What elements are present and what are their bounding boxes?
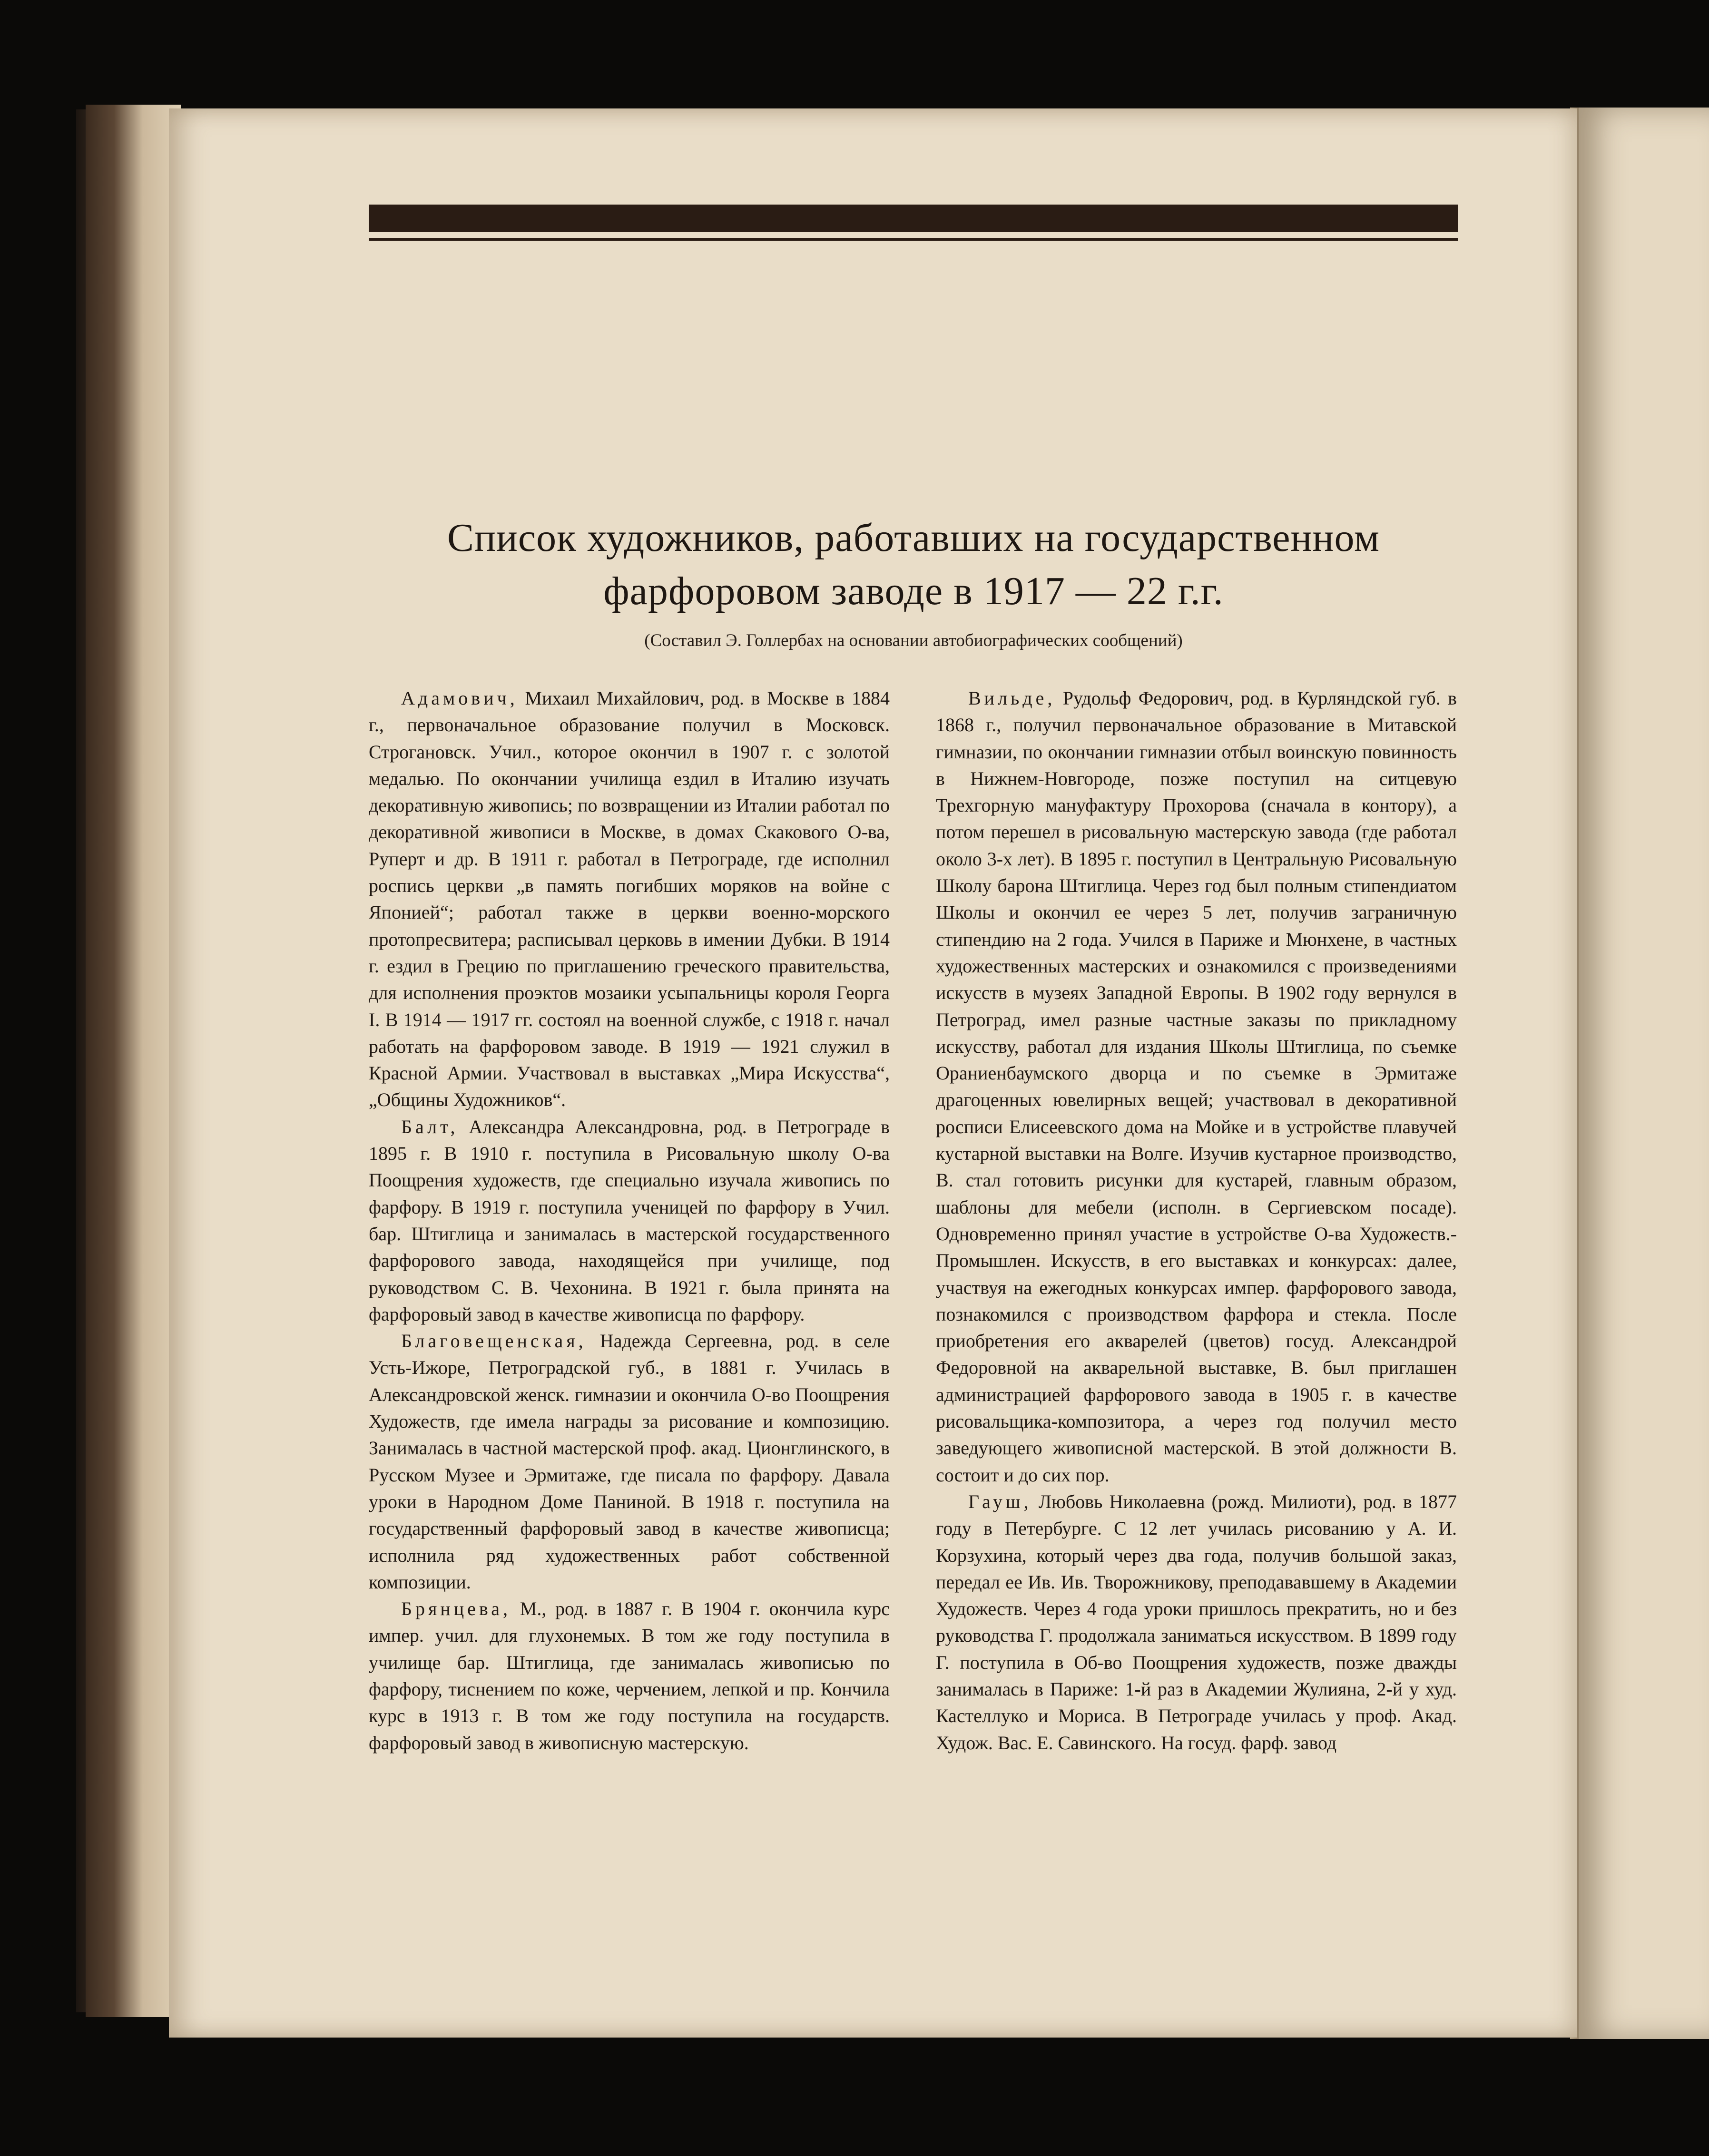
right-column bbox=[936, 685, 1457, 1756]
artist-name: Брянцева, bbox=[401, 1598, 511, 1620]
entry-text: Надежда Сергеевна, род. в селе Усть-Ижоре, Петроградской губ., в 1881 г. Училась в Александровской женск. гимназии и окончила О-во Поощрения Художеств, где имела награды за рисование и композицию. Занималась в частной мастерской проф. акад. Ционглинского, в Русском Музее и Эрмитаже, где писала по фарфору. Давала уроки в Народном Доме Паниной. В 1918 г. поступила на государственный фарфоровый завод в качестве живописца; исполнила ряд художественных работ собственной композиции. bbox=[369, 1330, 890, 1593]
artist-name: Балт, bbox=[401, 1116, 459, 1137]
entry-text: Михаил Михайлович, род. в Москве в 1884 г., первоначальное образование получил в Московск. Строгановск. Учил., которое окончил в 1907 г. с золотой медалью. По окончании училища ездил в Италию изучать декоративную живопись; по возвращении из Италии работал по декоративной живописи в Москве, в домах Скакового О-ва, Руперт и др. В 1911 г. работал в Петрограде, где исполнил роспись церкви „в память погибших моряков на войне с Японией“; работал также в церкви военно-морского протопресвитера; расписывал церковь в имении Дубки. В 1914 г. ездил в Грецию по приглашению греческого правительства, для исполнения проэктов мозаики усыпальницы короля Георга I. В 1914 — 1917 гг. состоял на военной службе, с 1918 г. начал работать на фарфоровом заводе. В 1919 — 1921 служил в Красной Армии. Участвовал в выставках „Мира Искусства“, „Общины Художников“. bbox=[369, 687, 890, 1111]
left-column bbox=[369, 685, 890, 1756]
header-rule bbox=[369, 238, 1458, 241]
facing-page bbox=[1579, 108, 1709, 2039]
entry-paragraph bbox=[936, 1489, 1457, 1756]
artist-name: Благовещенская, bbox=[401, 1330, 587, 1352]
entry-paragraph bbox=[936, 685, 1457, 1489]
entry-paragraph bbox=[369, 685, 890, 1114]
header-ornament-bar bbox=[369, 205, 1458, 232]
entry-text: Александра Александровна, род. в Петрограде в 1895 г. В 1910 г. поступила в Рисовальную школу О-ва Поощрения художеств, где специально изучала живопись по фарфору. В 1919 г. поступила ученицей по фарфору в Учил. бар. Штиглица и занималась в мастерской государственного фарфорового завода, находящейся при училище, под руководством С. В. Чехонина. В 1921 г. была принята на фарфоровый завод в качестве живописца по фарфору. bbox=[369, 1116, 890, 1325]
entry-paragraph bbox=[369, 1328, 890, 1596]
article-title bbox=[371, 511, 1456, 618]
page-stack-edge bbox=[86, 105, 181, 2017]
article-subtitle: (Составил Э. Голлербах на основании автобиографических сообщений) bbox=[644, 631, 1183, 650]
entry-text: Любовь Николаевна (рожд. Милиоти), род. в 1877 году в Петербурге. С 12 лет училась рисованию у А. И. Корзухина, который через два года, получив большой заказ, передал ее Ив. Ив. Творожникову, преподававшему в Академии Художеств. Через 4 года уроки пришлось прекратить, но и без руководства Г. продолжала заниматься искусством. В 1899 году Г. поступила в Об-во Поощрения художеств, позже дважды занималась в Париже: 1-й раз в Академии Жулияна, 2-й у худ. Кастеллуко и Мориса. В Петрограде училась у проф. Акад. Худож. Вас. Е. Савинского. На госуд. фарф. завод bbox=[936, 1490, 1457, 1754]
title-line-1: Список художников, работавших на государственном bbox=[447, 516, 1380, 560]
entry-text: М., род. в 1887 г. В 1904 г. окончила курс импер. учил. для глухонемых. В том же году поступила в училище бар. Штиглица, где занималась живописью по фарфору, тиснением по коже, черчением, лепкой и пр. Кончила курс в 1913 г. В том же году поступила на государств. фарфоровый завод в живописную мастерскую. bbox=[369, 1598, 890, 1754]
entry-paragraph bbox=[369, 1596, 890, 1756]
title-line-2: фарфоровом заводе в 1917 — 22 г.г. bbox=[603, 569, 1224, 613]
entry-paragraph bbox=[369, 1114, 890, 1328]
entry-text: Рудольф Федорович, род. в Курляндской губ. в 1868 г., получил первоначальное образование в Митавской гимназии, по окончании гимназии отбыл воинскую повинность в Нижнем-Новгороде, позже поступил на ситцевую Трехгорную мануфактуру Прохорова (сначала в контору), а потом перешел в рисовальную мастерскую завода (где работал около 3-х лет). В 1895 г. поступил в Центральную Рисовальную Школу барона Штиглица. Через год был полным стипендиатом Школы и окончил ее через 5 лет, получив заграничную стипендию на 2 года. Учился в Париже и Мюнхене, в частных художественных мастерских и ознакомился с произведениями искусств в музеях Западной Европы. В 1902 году вернулся в Петроград, имел разные частные заказы по прикладному искусству, работал для издания Школы Штиглица, по съемке Ораниенбаумского дворца и по съемке в Эрмитаже драгоценных ювелирных вещей; участвовал в декоративной росписи Елисеевского дома на Мойке и в устройстве плавучей кустарной выставки на Волге. Изучив кустарное производство, В. стал готовить рисунки для кустарей, главным образом, шаблоны для мебели (исполн. в Сергиевском посаде). Одновременно принял участие в устройстве О-ва Художеств.-Промышлен. Искусств, в его выставках и конкурсах: далее, участвуя на ежегодных конкурсах импер. фарфорового завода, познакомился с производством фарфора и стекла. После приобретения его акварелей (цветов) госуд. Александрой Федоровной на акварельной выставке, В. был приглашен администрацией фарфорового завода в 1905 г. в качестве рисовальщика-композитора, а через год получил место заведующего живописной мастерской. В этой должности В. состоит и до сих пор. bbox=[936, 687, 1457, 1486]
artist-name: Гауш, bbox=[968, 1490, 1032, 1512]
artist-name: Адамович, bbox=[401, 687, 518, 709]
artist-name: Вильде, bbox=[968, 687, 1056, 709]
